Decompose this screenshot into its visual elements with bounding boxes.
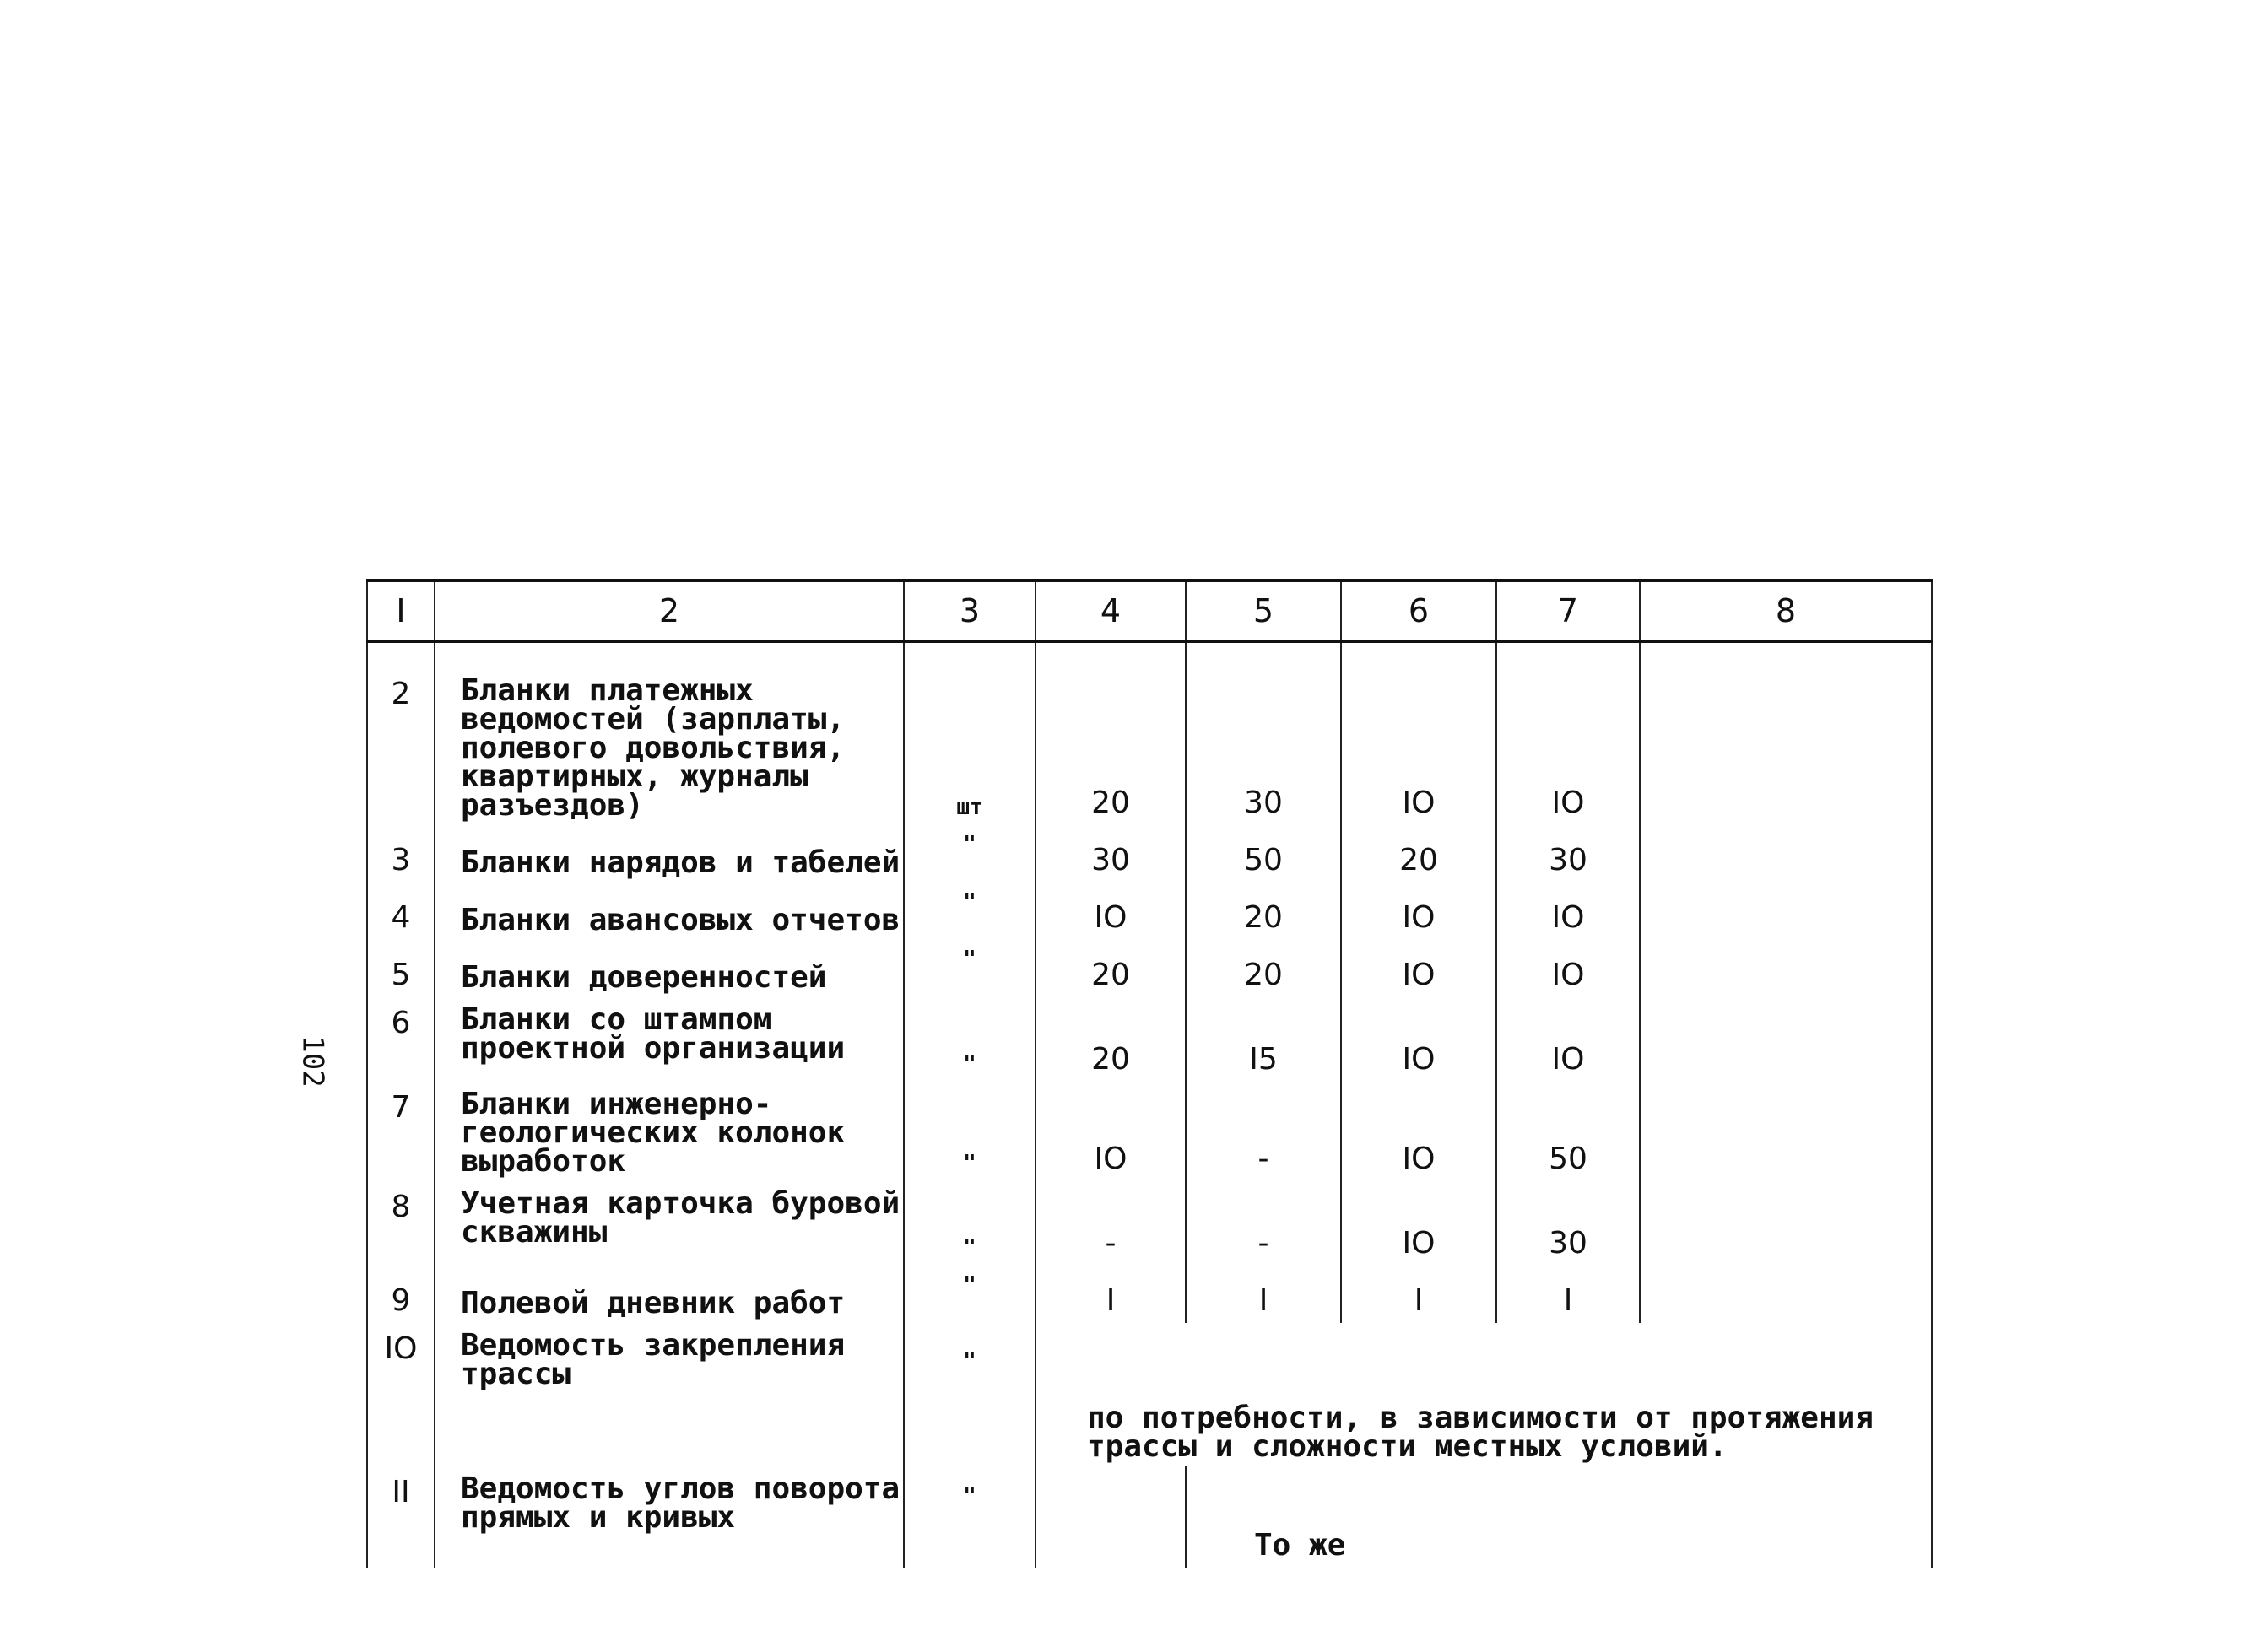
row-name: Бланки платежных ведомостей (зарплаты, полевого довольствия, квартирных, журналы разъездов)	[435, 641, 904, 825]
row-number: 6	[367, 997, 435, 1082]
row-value-4: 30	[1036, 825, 1186, 883]
row-value-4: IO	[1036, 883, 1186, 940]
row-value-4	[1036, 1466, 1186, 1568]
row-value-4: I	[1036, 1266, 1186, 1323]
row-value-6: IO	[1341, 940, 1496, 997]
row-value-8	[1640, 997, 1932, 1082]
table-row	[367, 1181, 1932, 1266]
col-header-8: 8	[1640, 580, 1932, 641]
table-row	[367, 641, 1932, 825]
table-row	[367, 825, 1932, 883]
table-row	[367, 1266, 1932, 1323]
row-value-6: 20	[1341, 825, 1496, 883]
row-name: Ведомость углов поворота прямых и кривых	[435, 1466, 904, 1568]
row-value-8	[1640, 940, 1932, 997]
row-number: 7	[367, 1082, 435, 1181]
row-number: 5	[367, 940, 435, 997]
row-value-8	[1640, 641, 1932, 825]
col-header-1: I	[367, 580, 435, 641]
col-header-5: 5	[1186, 580, 1341, 641]
row-unit: "	[904, 1082, 1036, 1181]
table-row	[367, 940, 1932, 997]
table-row	[367, 1323, 1932, 1466]
row-number: 2	[367, 641, 435, 825]
row-value-8	[1640, 1181, 1932, 1266]
row-value-4: 20	[1036, 940, 1186, 997]
row-unit: "	[904, 997, 1036, 1082]
col-header-2: 2	[435, 580, 904, 641]
row-value-7: IO	[1496, 641, 1640, 825]
table-row	[367, 883, 1932, 940]
row-value-5: I5	[1186, 997, 1341, 1082]
row-name: Бланки со штампом проектной организации	[435, 997, 904, 1082]
row-value-5: 20	[1186, 883, 1341, 940]
page-number: 102	[295, 1035, 330, 1088]
col-header-4: 4	[1036, 580, 1186, 641]
row-number: II	[367, 1466, 435, 1568]
forms-table	[366, 579, 1933, 1568]
row-value-8	[1640, 1082, 1932, 1181]
row-number: IO	[367, 1323, 435, 1466]
row-note: То же	[1186, 1466, 1932, 1568]
row-unit: "	[904, 1466, 1036, 1568]
row-name: Учетная карточка буровой скважины	[435, 1181, 904, 1266]
row-value-7: IO	[1496, 940, 1640, 997]
row-unit: "	[904, 883, 1036, 940]
row-value-6: IO	[1341, 641, 1496, 825]
row-name: Полевой дневник работ	[435, 1266, 904, 1323]
row-number: 3	[367, 825, 435, 883]
row-value-7: 30	[1496, 1181, 1640, 1266]
row-value-7: 30	[1496, 825, 1640, 883]
header-row	[367, 580, 1932, 641]
row-name: Ведомость закрепления трассы	[435, 1323, 904, 1466]
row-value-4: IO	[1036, 1082, 1186, 1181]
row-value-7: I	[1496, 1266, 1640, 1323]
row-unit: "	[904, 1323, 1036, 1466]
row-number: 9	[367, 1266, 435, 1323]
row-unit: шт	[904, 641, 1036, 825]
row-value-5: -	[1186, 1181, 1341, 1266]
row-value-6: IO	[1341, 997, 1496, 1082]
row-name: Бланки нарядов и табелей	[435, 825, 904, 883]
row-value-5: 20	[1186, 940, 1341, 997]
row-number: 8	[367, 1181, 435, 1266]
table-row	[367, 1082, 1932, 1181]
row-value-4: 20	[1036, 997, 1186, 1082]
row-note: по потребности, в зависимости от протяжения трассы и сложности местных условий.	[1036, 1323, 1932, 1466]
row-value-5: I	[1186, 1266, 1341, 1323]
row-value-4: 20	[1036, 641, 1186, 825]
row-name: Бланки инженерно-геологических колонок выработок	[435, 1082, 904, 1181]
table-row	[367, 1466, 1932, 1568]
row-value-8	[1640, 1266, 1932, 1323]
row-value-7: 50	[1496, 1082, 1640, 1181]
row-name: Бланки доверенностей	[435, 940, 904, 997]
row-value-5: -	[1186, 1082, 1341, 1181]
col-header-7: 7	[1496, 580, 1640, 641]
row-value-4: -	[1036, 1181, 1186, 1266]
row-value-6: IO	[1341, 1082, 1496, 1181]
table-row	[367, 997, 1932, 1082]
row-unit: "	[904, 1266, 1036, 1323]
row-value-5: 30	[1186, 641, 1341, 825]
row-name: Бланки авансовых отчетов	[435, 883, 904, 940]
row-value-6: IO	[1341, 1181, 1496, 1266]
row-value-5: 50	[1186, 825, 1341, 883]
row-unit: "	[904, 1181, 1036, 1266]
row-value-7: IO	[1496, 883, 1640, 940]
row-number: 4	[367, 883, 435, 940]
row-unit: "	[904, 825, 1036, 883]
row-value-8	[1640, 883, 1932, 940]
col-header-3: 3	[904, 580, 1036, 641]
row-value-6: I	[1341, 1266, 1496, 1323]
row-value-7: IO	[1496, 997, 1640, 1082]
row-unit: "	[904, 940, 1036, 997]
col-header-6: 6	[1341, 580, 1496, 641]
row-value-6: IO	[1341, 883, 1496, 940]
row-value-8	[1640, 825, 1932, 883]
